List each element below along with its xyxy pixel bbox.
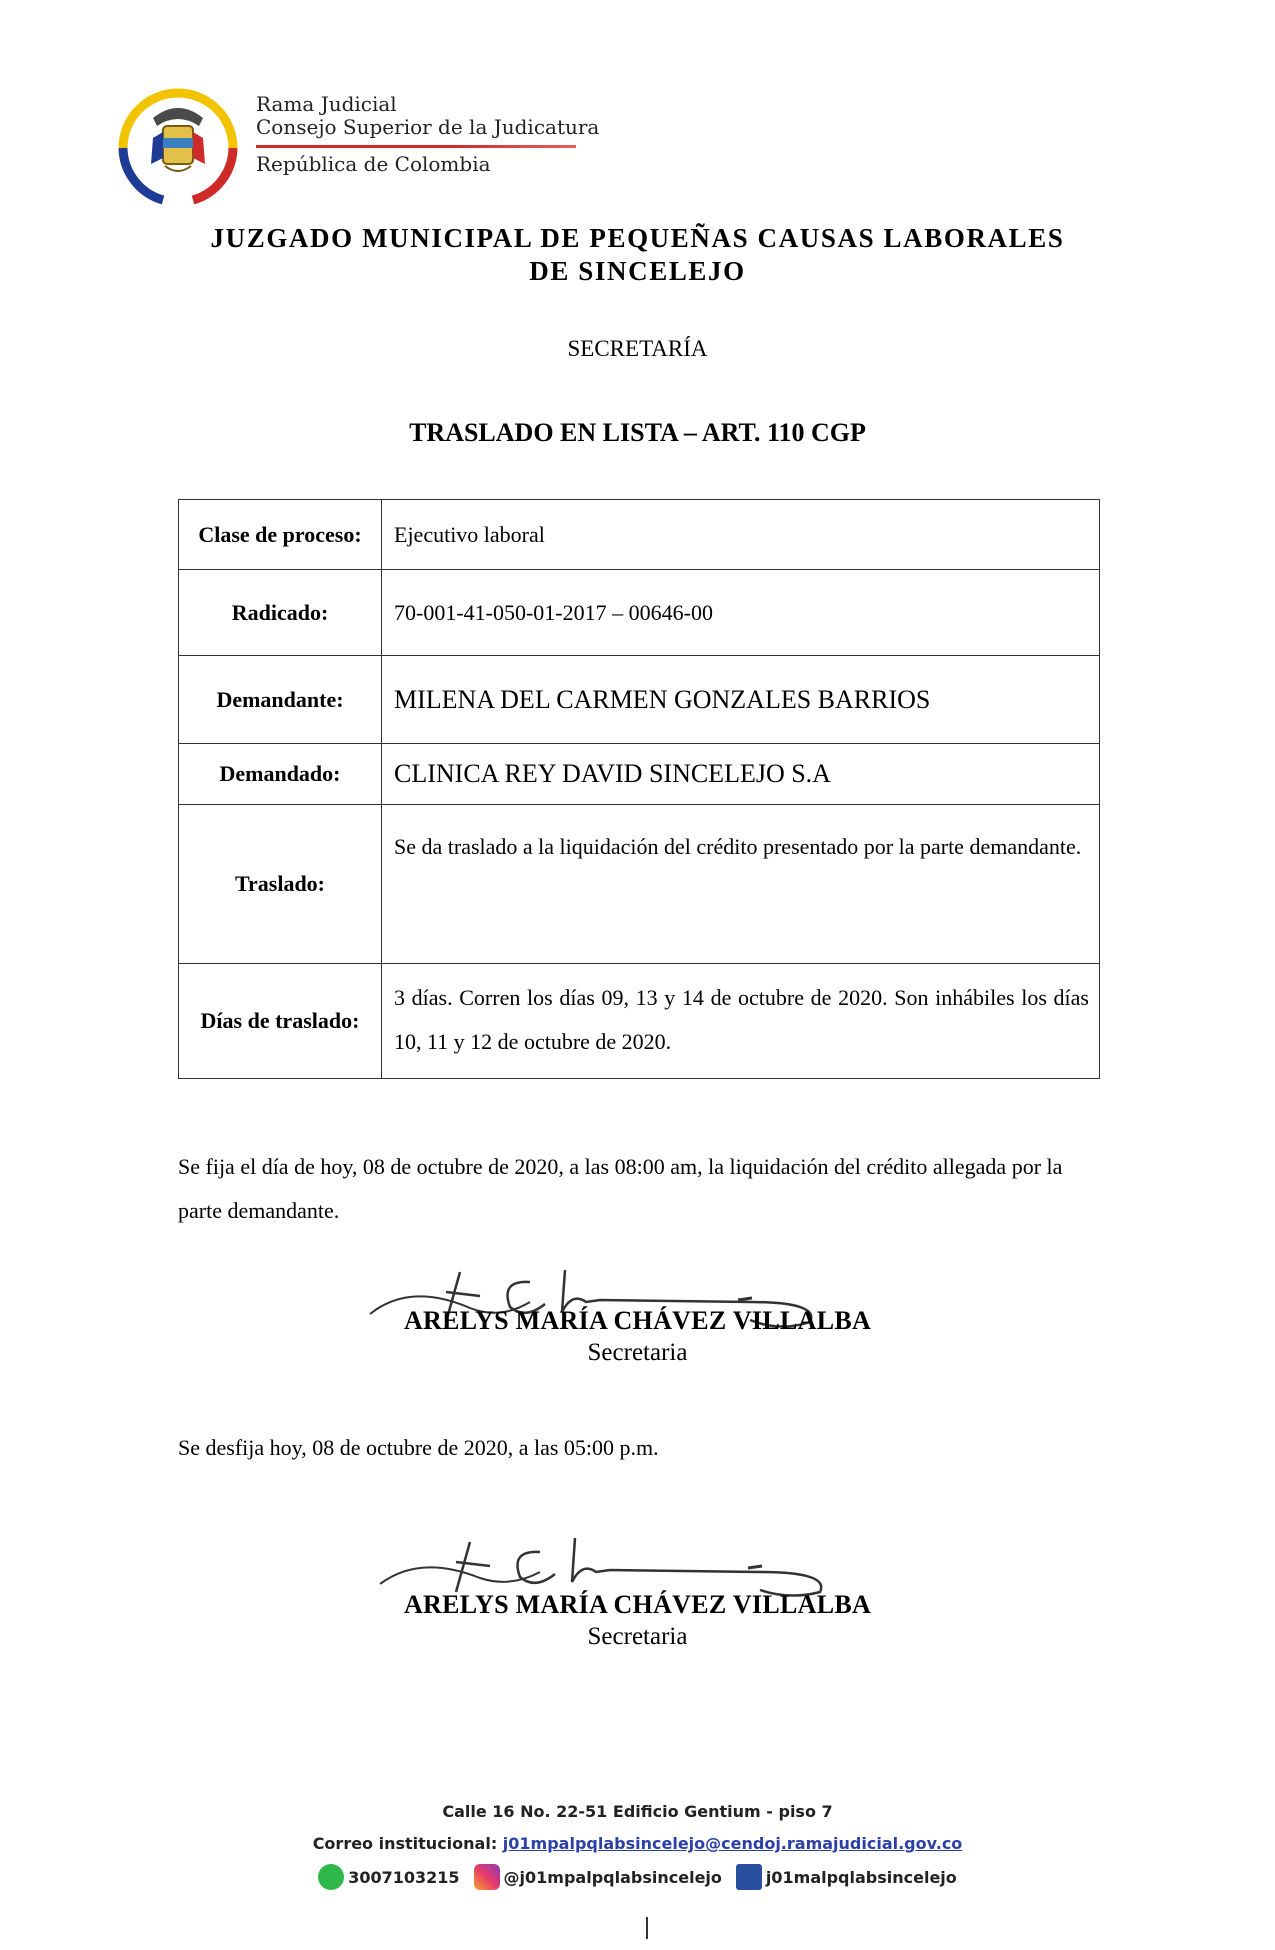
desfijacion-paragraph: Se desfija hoy, 08 de octubre de 2020, a las 05:00 p.m.: [178, 1435, 659, 1460]
section-label: SECRETARÍA: [567, 336, 708, 361]
court-name-line-1: JUZGADO MUNICIPAL DE PEQUEÑAS CAUSAS LABORALES: [210, 223, 1065, 253]
court-name-line-2: DE SINCELEJO: [529, 256, 746, 286]
footer-address: Calle 16 No. 22-51 Edificio Gentium - piso 7: [442, 1802, 833, 1821]
row-label: Traslado:: [179, 805, 382, 964]
coat-of-arms-icon: [151, 108, 205, 171]
row-value: Ejecutivo laboral: [382, 500, 1100, 570]
signatory-role: Secretaria: [587, 1623, 688, 1650]
row-label: Clase de proceso:: [179, 500, 382, 570]
footer-facebook[interactable]: [736, 1864, 957, 1890]
rama-judicial-logo: [103, 78, 253, 208]
row-value: 70-001-41-050-01-2017 – 00646-00: [382, 570, 1100, 656]
signatory-name: ARELYS MARÍA CHÁVEZ VILLALBA: [403, 1590, 872, 1619]
footer-social: [150, 1864, 1125, 1890]
signatory-name: ARELYS MARÍA CHÁVEZ VILLALBA: [403, 1306, 872, 1335]
footer-whatsapp[interactable]: [318, 1864, 459, 1890]
court-name: [150, 222, 1125, 288]
document-title: TRASLADO EN LISTA – ART. 110 CGP: [409, 418, 866, 447]
signatory-role: Secretaria: [587, 1339, 688, 1366]
facebook-handle: j01malpqlabsincelejo: [765, 1867, 957, 1887]
row-value: CLINICA REY DAVID SINCELEJO S.A: [382, 744, 1100, 805]
table-row: [179, 570, 1100, 656]
whatsapp-icon: [318, 1864, 344, 1890]
instagram-icon: [474, 1864, 500, 1890]
footer-instagram[interactable]: [474, 1864, 722, 1890]
instagram-handle: @j01mpalpqlabsincelejo: [503, 1867, 722, 1887]
footer-email-link[interactable]: j01mpalpqlabsincelejo@cendoj.ramajudicial.gov.co: [502, 1834, 963, 1853]
table-row: [179, 656, 1100, 744]
fijacion-paragraph: Se fija el día de hoy, 08 de octubre de 2020, a las 08:00 am, la liquidación del crédito allegada por la parte demandante.: [178, 1154, 1063, 1223]
handwritten-signature: [350, 1528, 870, 1598]
row-value: MILENA DEL CARMEN GONZALES BARRIOS: [382, 656, 1100, 744]
row-label: Radicado:: [179, 570, 382, 656]
case-info-table: [178, 499, 1100, 1079]
table-row: [179, 805, 1100, 964]
row-label: Demandado:: [179, 744, 382, 805]
text-cursor: [646, 1917, 648, 1939]
facebook-icon: [736, 1864, 762, 1890]
table-row: [179, 500, 1100, 570]
letterhead-divider: [256, 145, 576, 148]
letterhead-line-consejo: Consejo Superior de la Judicatura: [256, 115, 600, 139]
row-label: Días de traslado:: [179, 964, 382, 1079]
row-value: 3 días. Corren los días 09, 13 y 14 de octubre de 2020. Son inhábiles los días 10, 11 y 12 de octubre de 2020.: [382, 964, 1100, 1079]
footer-email-line: [150, 1834, 1125, 1853]
footer-email-label: Correo institucional:: [312, 1834, 503, 1853]
table-row: [179, 744, 1100, 805]
letterhead-line-rama: Rama Judicial: [256, 92, 397, 116]
row-value: Se da traslado a la liquidación del crédito presentado por la parte demandante.: [382, 805, 1100, 964]
whatsapp-number: 3007103215: [348, 1867, 460, 1887]
table-row: [179, 964, 1100, 1079]
row-label: Demandante:: [179, 656, 382, 744]
letterhead-line-republica: República de Colombia: [256, 152, 491, 176]
